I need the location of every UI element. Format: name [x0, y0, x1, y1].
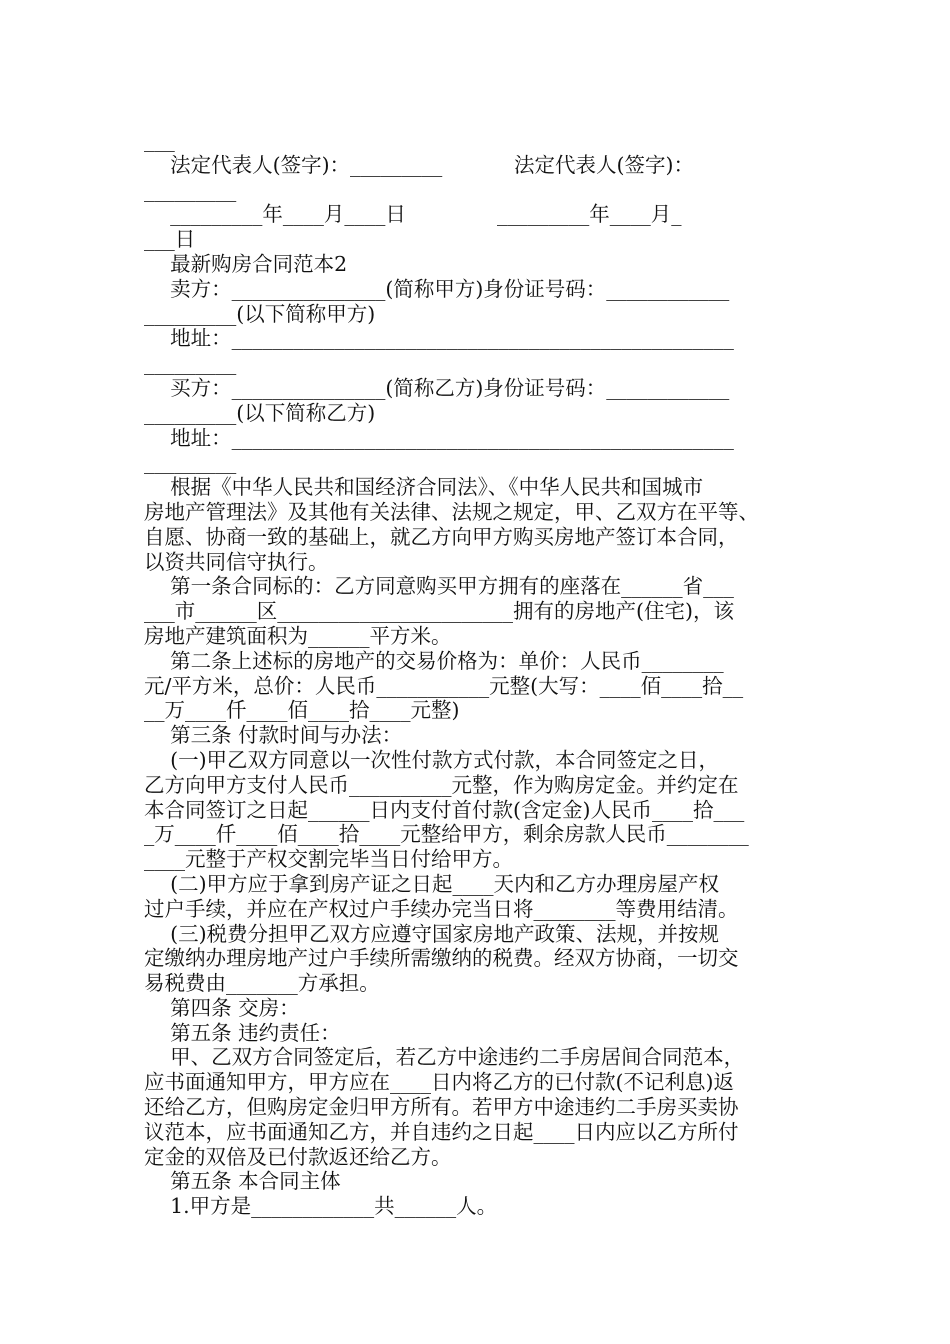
text-line: 第四条 交房： — [144, 995, 300, 1020]
text-line: 地址：_________________________________________________ — [144, 326, 734, 351]
text-line: _________ — [144, 450, 237, 475]
text-line: 定缴纳办理房地产过户手续所需缴纳的税费。经双方协商，一切交 — [144, 946, 739, 971]
text-line: 卖方：_______________(简称甲方)身份证号码：____________ — [144, 276, 730, 301]
text-line: 本合同签订之日起______日内支付首付款(含定金)人民币____拾___ — [144, 797, 745, 822]
text-line: 议范本，应书面通知乙方，并自违约之日起____日内应以乙方所付 — [144, 1119, 739, 1144]
text-line: (三)税费分担甲乙双方应遵守国家房地产政策、法规，并按规 — [144, 921, 720, 946]
text-line: 房地产管理法》及其他有关法律、法规之规定，甲、乙双方在平等、 — [144, 499, 759, 524]
text-line: ____元整于产权交割完毕当日付给甲方。 — [144, 847, 513, 872]
text-line: _________(以下简称乙方) — [144, 400, 376, 425]
text-line: 应书面通知甲方，甲方应在____日内将乙方的已付款(不记利息)返 — [144, 1070, 734, 1095]
text-line: 房地产建筑面积为______平方米。 — [144, 623, 452, 648]
text-line: 自愿、协商一致的基础上，就乙方向甲方购买房地产签订本合同， — [144, 524, 739, 549]
text-line: ___日 — [144, 227, 196, 252]
text-line: 地址：_________________________________________________ — [144, 425, 734, 450]
text-line: ___市______区_______________________拥有的房地产(住宅)，该 — [144, 599, 734, 624]
text-line: 第五条 违约责任： — [144, 1020, 341, 1045]
text-line: 以资共同信守执行。 — [144, 549, 329, 574]
text-line: 乙方向甲方支付人民币__________元整，作为购房定金。并约定在 — [144, 772, 739, 797]
text-line: (二)甲方应于拿到房产证之日起____天内和乙方办理房屋产权 — [144, 871, 720, 896]
contract-page — [144, 128, 808, 1219]
section-title: 最新购房合同范本2 — [144, 251, 348, 276]
text-line: 易税费由_______方承担。 — [144, 971, 380, 996]
text-line: 甲、乙双方合同签定后，若乙方中途违约二手房居间合同范本， — [144, 1045, 745, 1070]
text-line: 法定代表人(签字)：_________ 法定代表人(签字)： — [144, 152, 694, 177]
text-line: (一)甲乙双方同意以一次性付款方式付款，本合同签定之日， — [144, 747, 720, 772]
text-line: 买方：_______________(简称乙方)身份证号码：____________ — [144, 375, 730, 400]
text-line: 定金的双倍及已付款返还给乙方。 — [144, 1144, 452, 1169]
text-line: 根据《中华人民共和国经济合同法》、《中华人民共和国城市 — [144, 475, 704, 500]
text-line: _________年____月____日 _________年____月_ — [144, 202, 682, 227]
text-line: 第二条上述标的房地产的交易价格为：单价：人民币________ — [144, 648, 724, 673]
text-line: 第三条 付款时间与办法： — [144, 723, 403, 748]
text-line: 第一条合同标的：乙方同意购买甲方拥有的座落在______省___ — [144, 574, 734, 599]
text-line: 元/平方米，总价：人民币___________元整(大写：____佰____拾__ — [144, 673, 744, 698]
text-line: 还给乙方，但购房定金归甲方所有。若甲方中途违约二手房买卖协 — [144, 1095, 739, 1120]
text-line: ___ — [144, 128, 175, 152]
text-line: _________ — [144, 351, 237, 376]
text-line: __万____仟____佰____拾____元整) — [144, 698, 460, 723]
text-line: 过户手续，并应在产权过户手续办完当日将________等费用结清。 — [144, 896, 739, 921]
text-line: 第五条 本合同主体 — [144, 1169, 341, 1194]
text-line: _________(以下简称甲方) — [144, 301, 376, 326]
text-line: _________ — [144, 177, 237, 202]
text-line: 1.甲方是____________共______人。 — [144, 1194, 498, 1219]
text-line: _万____仟____佰____拾____元整给甲方，剩余房款人民币________ — [144, 822, 749, 847]
